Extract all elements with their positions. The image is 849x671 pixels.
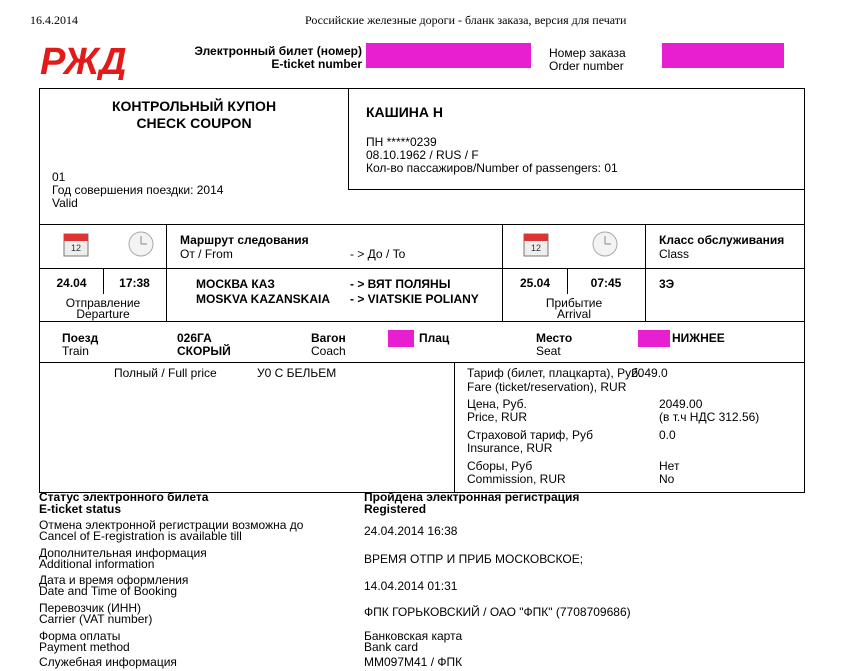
fees-value-en: No [659,472,675,486]
coupon-number: 01 [52,170,66,184]
car-number-redacted [388,330,414,347]
svg-text:12: 12 [530,243,542,253]
order-label-en: Order number [549,59,624,73]
info-label-en: Cancel of E-registration is available till [39,529,242,543]
seat-number-redacted [638,330,670,347]
print-date: 16.4.2014 [30,13,78,27]
class-label: Класс обслуживания [659,233,785,247]
seat-label-ru: Место [536,331,573,345]
train-label-en: Train [62,344,89,358]
price-label-ru: Цена, Руб. [467,397,527,411]
fees-value-ru: Нет [659,459,680,473]
calendar-icon [63,231,89,260]
to-station-ru: - > ВЯТ ПОЛЯНЫ [350,277,451,291]
to-station-lat: - > VIATSKIE POLIANY [350,292,479,306]
status-label-en: E-ticket status [39,502,122,516]
price-type: Полный / Full price [114,366,217,380]
car-type: Плац [419,331,450,345]
eticket-number-redacted [366,43,531,68]
info-label-en: Payment method [39,640,130,654]
info-value: ВРЕМЯ ОТПР И ПРИБ МОСКОВСКОЕ; [364,552,584,566]
passenger-count: Кол-во пассажиров/Number of passengers: 01 [366,161,618,175]
calendar-icon [523,231,549,260]
status-value-ru: Пройдена электронная регистрация [364,490,580,504]
fees-label-ru: Сборы, Руб [467,459,533,473]
service-class: У0 С БЕЛЬЕМ [257,366,337,380]
status-label-ru: Статус электронного билета [39,490,209,504]
info-label-ru: Форма оплаты [39,629,121,643]
info-value: 24.04.2014 16:38 [364,524,458,538]
from-station-ru: МОСКВА КАЗ [196,277,275,291]
info-label-ru: Дополнительная информация [39,546,207,560]
from-station-lat: MOSKVA KAZANSKAIA [196,292,330,306]
coupon-title-en: CHECK COUPON [136,115,252,131]
passenger-name: КАШИНА Н [366,104,444,120]
seat-label-en: Seat [536,344,561,358]
vat-value: (в т.ч НДС 312.56) [659,410,760,424]
insurance-label-en: Insurance, RUR [467,441,553,455]
departure-label-ru: Отправление [65,296,141,310]
car-label-ru: Вагон [311,331,346,345]
route-from-label: От / From [180,247,233,261]
info-label-en: Carrier (VAT number) [39,612,153,626]
seat-type: НИЖНЕЕ [672,331,725,345]
info-value: ММ097М41 / ФПК [364,655,463,669]
info-label-en: Additional information [39,557,155,571]
tariff-label-en: Fare (ticket/reservation), RUR [467,380,627,394]
tariff-value: 2049.0 [631,366,668,380]
status-value-en: Registered [364,502,427,516]
arrival-label-en: Arrival [556,307,591,321]
info-label-ru: Отмена электронной регистрации возможна до [39,518,304,532]
info-label-ru: Служебная информация [39,655,177,669]
info-value: ФПК ГОРЬКОВСКИЙ / ОАО "ФПК" (7708709686) [364,605,631,619]
train-number: 026ГА [177,331,212,345]
clock-icon [591,230,619,261]
price-value: 2049.00 [659,397,703,411]
coupon-title-ru: КОНТРОЛЬНЫЙ КУПОН [111,98,277,114]
page-title: Российские железные дороги - бланк заказа, версия для печати [305,13,627,27]
valid-label: Valid [52,196,78,210]
arrival-time: 07:45 [590,276,622,290]
eticket-label-en: E-ticket number [271,57,362,71]
order-number-redacted [662,43,784,68]
departure-label-en: Departure [76,307,130,321]
fees-label-en: Commission, RUR [467,472,566,486]
price-label-en: Price, RUR [467,410,528,424]
info-value: 14.04.2014 01:31 [364,579,458,593]
arrival-label-ru: Прибытие [545,296,603,310]
car-label-en: Coach [311,344,346,358]
info-label-ru: Дата и время оформления [39,573,189,587]
passenger-birth: 08.10.1962 / RUS / F [366,148,479,162]
route-to-label: - > До / To [350,247,406,261]
train-type: СКОРЫЙ [177,344,231,358]
arrival-date: 25.04 [519,276,551,290]
insurance-value: 0.0 [659,428,676,442]
svg-text:РЖД: РЖД [40,41,127,80]
info-value-en: Bank card [364,640,419,654]
departure-time: 17:38 [119,276,150,290]
eticket-label-ru: Электронный билет (номер) [194,44,362,58]
info-value: Банковская карта [364,629,463,643]
passenger-document: ПН *****0239 [366,135,437,149]
class-value: 3Э [659,277,675,291]
trip-year: Год совершения поездки: 2014 [52,183,224,197]
svg-text:12: 12 [70,243,82,253]
info-label-en: Date and Time of Booking [39,584,178,598]
order-label-ru: Номер заказа [549,46,626,60]
train-label-ru: Поезд [62,331,99,345]
insurance-label-ru: Страховой тариф, Руб [467,428,593,442]
route-label: Маршрут следования [180,233,309,247]
class-label-en: Class [659,247,690,261]
tariff-label-ru: Тариф (билет, плацкарта), Руб. [467,366,642,380]
departure-date: 24.04 [56,276,87,290]
rzd-logo [38,40,132,80]
info-label-ru: Перевозчик (ИНН) [39,601,142,615]
clock-icon [127,230,155,261]
